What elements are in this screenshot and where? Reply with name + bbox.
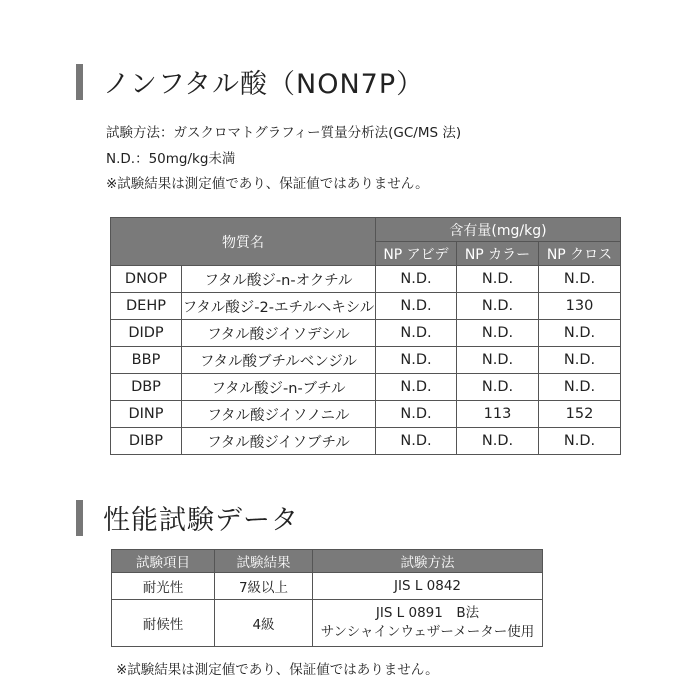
- table-row: [111, 347, 621, 374]
- test-method-line: JIS L 0891 B法: [375, 605, 480, 621]
- substance-name: フタル酸ジイソブチル: [182, 428, 376, 455]
- disclaimer-note: ※試験結果は測定値であり、保証値ではありません。: [106, 176, 429, 192]
- value-cell: N.D.: [539, 428, 621, 455]
- table-row: [112, 573, 543, 600]
- value-cell: N.D.: [376, 374, 457, 401]
- substance-code: DNOP: [111, 266, 182, 293]
- content-header: 含有量(mg/kg): [376, 218, 621, 242]
- test-notes: [106, 121, 461, 198]
- value-cell: N.D.: [376, 401, 457, 428]
- value-cell: N.D.: [376, 428, 457, 455]
- section-title-performance: [76, 498, 299, 537]
- nd-definition-note: N.D.：50mg/kg未満: [106, 150, 236, 167]
- table-row: [111, 293, 621, 320]
- substance-code: DINP: [111, 401, 182, 428]
- substance-code: DIBP: [111, 428, 182, 455]
- value-cell: N.D.: [457, 428, 539, 455]
- value-cell: N.D.: [457, 347, 539, 374]
- value-cell: N.D.: [539, 374, 621, 401]
- product-header-np-abide: NP アビデ: [376, 242, 457, 266]
- test-item: 耐候性: [112, 600, 215, 647]
- title-accent-bar: [76, 64, 83, 100]
- test-result-header: 試験結果: [215, 550, 313, 573]
- substance-name: フタル酸ジ-n-オクチル: [182, 266, 376, 293]
- test-method-header: 試験方法: [313, 550, 543, 573]
- table-row: [111, 428, 621, 455]
- section-title-text: ノンフタル酸（NON7P）: [103, 69, 425, 100]
- value-cell: N.D.: [539, 347, 621, 374]
- value-cell: N.D.: [376, 347, 457, 374]
- table-row: [111, 320, 621, 347]
- test-item: 耐光性: [112, 573, 215, 600]
- substance-name: フタル酸ジ-2-エチルヘキシル: [182, 293, 376, 320]
- test-method: [313, 600, 543, 647]
- test-result: 4級: [215, 600, 313, 647]
- value-cell: N.D.: [376, 320, 457, 347]
- product-header-np-cross: NP クロス: [539, 242, 621, 266]
- substance-name: フタル酸ブチルベンジル: [182, 347, 376, 374]
- disclaimer-note-bottom: ※試験結果は測定値であり、保証値ではありません。: [116, 662, 439, 678]
- performance-test-table: [111, 549, 543, 647]
- value-cell: N.D.: [457, 293, 539, 320]
- value-cell: 152: [539, 401, 621, 428]
- value-cell: 113: [457, 401, 539, 428]
- test-method: JIS L 0842: [313, 573, 543, 600]
- value-cell: N.D.: [457, 266, 539, 293]
- substance-code: DEHP: [111, 293, 182, 320]
- table-row: [111, 266, 621, 293]
- test-result: 7級以上: [215, 573, 313, 600]
- value-cell: N.D.: [376, 266, 457, 293]
- substance-name: フタル酸ジ-n-ブチル: [182, 374, 376, 401]
- section-title-non-phthalate: [76, 62, 424, 101]
- value-cell: N.D.: [457, 320, 539, 347]
- product-header-np-color: NP カラー: [457, 242, 539, 266]
- substance-name: フタル酸ジイソデシル: [182, 320, 376, 347]
- table-row: [111, 401, 621, 428]
- substance-name: フタル酸ジイソノニル: [182, 401, 376, 428]
- substance-code: DIDP: [111, 320, 182, 347]
- value-cell: 130: [539, 293, 621, 320]
- value-cell: N.D.: [376, 293, 457, 320]
- table-row: [112, 600, 543, 647]
- value-cell: N.D.: [539, 266, 621, 293]
- substance-code: DBP: [111, 374, 182, 401]
- value-cell: N.D.: [457, 374, 539, 401]
- table-row: [111, 374, 621, 401]
- substance-code: BBP: [111, 347, 182, 374]
- section-title-text: 性能試験データ: [103, 505, 299, 536]
- test-method-note: 試験方法：ガスクロマトグラフィー質量分析法(GC/MS 法): [106, 125, 462, 141]
- substance-name-header: 物質名: [111, 218, 376, 266]
- title-accent-bar: [76, 500, 83, 536]
- phthalate-content-table: [110, 217, 621, 455]
- test-item-header: 試験項目: [112, 550, 215, 573]
- value-cell: N.D.: [539, 320, 621, 347]
- test-method-line: サンシャインウェザーメーター使用: [320, 624, 535, 640]
